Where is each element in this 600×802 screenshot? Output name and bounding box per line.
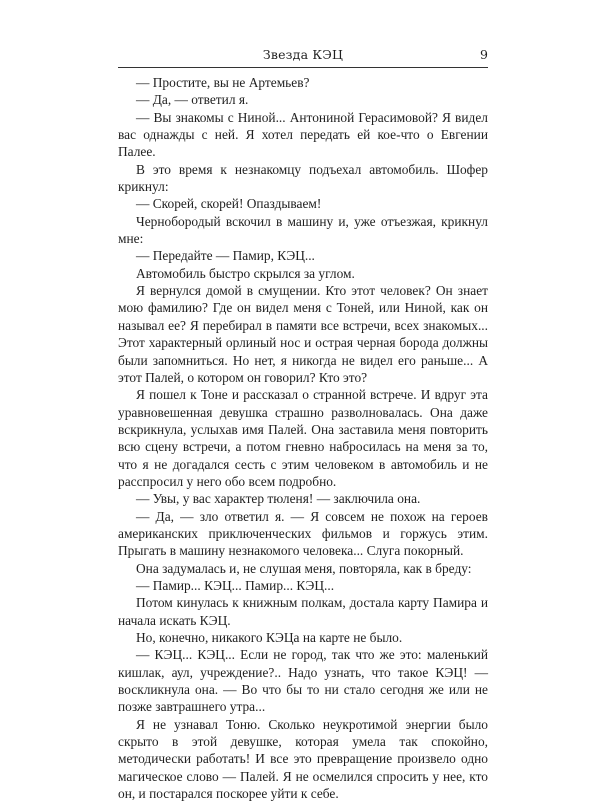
paragraph: — Передайте — Памир, КЭЦ...: [136, 248, 315, 264]
paragraph: Чернобородый вскочил в машину и, уже отъезжая, крикнул мне:: [118, 213, 488, 247]
body-text: [118, 74, 488, 802]
paragraph: Я не узнавал Тоню. Сколько неукротимой энергии было скрыто в этой девушке, которая умела так спокойно, методически работать! И все это превращение произвело одно магическое слово — Палей. Я не осмелился спросить у нее, кто он, и постарался поскорее уйти к себе.: [118, 716, 488, 802]
paragraph: — Памир... КЭЦ... Памир... КЭЦ...: [136, 577, 335, 593]
header-rule: [118, 67, 488, 68]
paragraph: Автомобиль быстро скрылся за углом.: [136, 265, 355, 281]
paragraph: Она задумалась и, не слушая меня, повторяла, как в бреду:: [136, 560, 472, 576]
paragraph: — Да, — ответил я.: [136, 92, 249, 108]
paragraph: Я вернулся домой в смущении. Кто этот человек? Он знает мою фамилию? Где он видел меня с Тоней, или Ниной, как он называл ее? Я перебирал в памяти все встречи, всех знакомых... Этот характерный орлиный нос и острая черная борода должны были запомниться. Но нет, я никогда не видел его раньше... А этот Палей, о котором он говорил? Кто это?: [118, 283, 488, 385]
paragraph: — Простите, вы не Артемьев?: [136, 75, 310, 90]
paragraph: — КЭЦ... КЭЦ... Если не город, так что же это: маленький кишлак, аул, учреждение?.. Надо узнать, что такое КЭЦ! — воскликнула она. — Во что бы то ни стало сегодня же или не позже завтрашнего утра...: [118, 647, 488, 715]
page-number: 9: [480, 47, 488, 62]
paragraph: — Да, — зло ответил я. — Я совсем не похож на героев американских приключенческих фильмов и горжусь этим. Прыгать в машину незнакомого человека... Слуга покорный.: [118, 508, 488, 559]
paragraph: — Скорей, скорей! Опаздываем!: [136, 196, 322, 212]
paragraph: Но, конечно, никакого КЭЦа на карте не было.: [136, 630, 403, 645]
paragraph: — Увы, у вас характер тюленя! — заключила она.: [136, 491, 421, 507]
running-head: [118, 46, 488, 64]
paragraph: Я пошел к Тоне и рассказал о странной встрече. И вдруг эта уравновешенная девушка страшно разволновалась. Она даже вскрикнула, услыхав имя Палей. Она заставила меня повторить всю сцену встречи, а потом гневно набросилась на меня за то, что я не догадался сесть с этим человеком в автомобиль и не расспросил у него обо всем подробно.: [118, 387, 488, 489]
paragraph: В это время к незнакомцу подъехал автомобиль. Шофер крикнул:: [118, 161, 488, 195]
paragraph: — Вы знакомы с Ниной... Антониной Герасимовой? Я видел вас однажды с ней. Я хотел передать ей кое-что о Евгении Палее.: [118, 109, 488, 160]
running-title: Звезда КЭЦ: [262, 47, 344, 62]
paragraph: Потом кинулась к книжным полкам, достала карту Памира и начала искать КЭЦ.: [118, 595, 488, 628]
